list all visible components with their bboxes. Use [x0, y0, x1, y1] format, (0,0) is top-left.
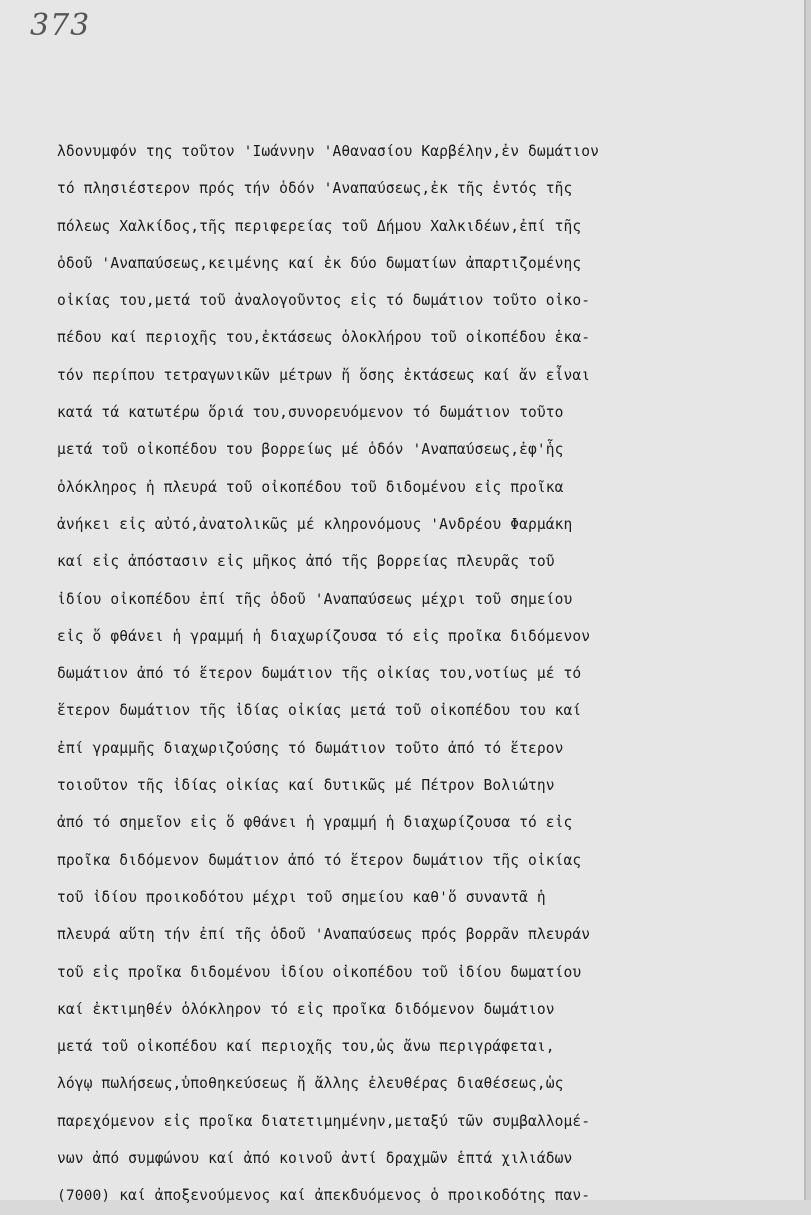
text-line: μετά τοῦ οἰκοπέδου του βορρείως μέ ὁδόν 'Αναπαύσεως,ἐφ'ἧς: [57, 441, 564, 459]
text-line: λδονυμφόν της τοῦτον 'Ιωάννην 'Αθανασίου Καρβέλην,ἐν δωμάτιον: [57, 143, 600, 160]
text-line: νων ἀπό συμφώνου καί ἀπό κοινοῦ ἀντί δραχμῶν ἑπτά χιλιάδων: [57, 1150, 573, 1168]
text-line: οἰκίας του,μετά τοῦ ἀναλογοῦντος εἰς τό δωμάτιον τοῦτο οἰκο-: [57, 292, 591, 310]
page-edge: [806, 0, 811, 1200]
text-line: μετά τοῦ οἰκοπέδου καί περιοχῆς του,ὡς ἄνω περιγράφεται,: [57, 1038, 555, 1056]
text-line: καί εἰς ἀπόστασιν εἰς μῆκος ἀπό τῆς βορρείας πλευρᾶς τοῦ: [57, 553, 555, 571]
page-number: 373: [30, 8, 91, 43]
text-line: τοῦ ἰδίου προικοδότου μέχρι τοῦ σημείου καθ'ὅ συναντᾶ ἡ: [57, 888, 546, 906]
text-line: ἀπό τό σημεῖον εἰς ὅ φθάνει ἡ γραμμή ἡ διαχωρίζουσα τό εἰς: [57, 814, 573, 832]
text-line: πέδου καί περιοχῆς του,ἐκτάσεως ὁλοκλήρου τοῦ οἰκοπέδου ἑκα-: [57, 329, 591, 347]
text-line: πλευρά αὕτη τήν ἐπί τῆς ὁδοῦ 'Αναπαύσεως πρός βορρᾶν πλευράν: [57, 926, 591, 944]
text-line: (7000) καί ἀποξενούμενος καί ἀπεκδυόμενος ὁ προικοδότης παν-: [57, 1187, 591, 1205]
text-line: τοῦ εἰς προῖκα διδομένου ἰδίου οἰκοπέδου τοῦ ἰδίου δωματίου: [57, 963, 582, 981]
text-line: προῖκα διδόμενον δωμάτιον ἀπό τό ἕτερον δωμάτιον τῆς οἰκίας: [57, 851, 582, 869]
text-line: ὁλόκληρος ἡ πλευρά τοῦ οἰκοπέδου τοῦ διδομένου εἰς προῖκα: [57, 478, 564, 496]
text-line: ὁδοῦ 'Αναπαύσεως,κειμένης καί ἐκ δύο δωματίων ἀπαρτιζομένης: [57, 254, 582, 272]
text-line: δωμάτιον ἀπό τό ἕτερον δωμάτιον τῆς οἰκίας του,νοτίως μέ τό: [57, 665, 582, 683]
text-line: λόγῳ πωλήσεως,ὑποθηκεύσεως ἤ ἄλλης ἐλευθέρας διαθέσεως,ὡς: [57, 1075, 564, 1093]
text-line: πόλεως Χαλκίδος,τῆς περιφερείας τοῦ Δήμου Χαλκιδέων,ἐπί τῆς: [57, 217, 582, 235]
text-line: ἰδίου οἰκοπέδου ἐπί τῆς ὁδοῦ 'Αναπαύσεως μέχρι τοῦ σημείου: [57, 590, 573, 608]
text-line: ἀνήκει εἰς αὐτό,ἀνατολικῶς μέ κληρονόμους 'Ανδρέου Φαρμάκη: [57, 515, 573, 533]
text-line: καί ἐκτιμηθέν ὁλόκληρον τό εἰς προῖκα διδόμενον δωμάτιον: [57, 1000, 555, 1018]
text-line: τό πλησιέστερον πρός τήν ὁδόν 'Αναπαύσεως,ἐκ τῆς ἐντός τῆς: [57, 180, 573, 198]
text-line: εἰς ὅ φθάνει ἡ γραμμή ἡ διαχωρίζουσα τό εἰς προῖκα διδόμενον: [57, 627, 591, 645]
text-line: κατά τά κατωτέρω ὅριά του,συνορευόμενον τό δωμάτιον τοῦτο: [57, 404, 564, 422]
text-line: ἕτερον δωμάτιον τῆς ἰδίας οἰκίας μετά τοῦ οἰκοπέδου του καί: [57, 702, 582, 720]
text-line: ἐπί γραμμῆς διαχωριζούσης τό δωμάτιον τοῦτο ἀπό τό ἕτερον: [57, 739, 564, 757]
text-line: τοιοῦτον τῆς ἰδίας οἰκίας καί δυτικῶς μέ Πέτρον Βολιώτην: [57, 777, 555, 795]
text-line: παρεχόμενον εἰς προῖκα διατετιμημένην,μεταξύ τῶν συμβαλλομέ-: [57, 1112, 591, 1130]
text-line: τόν περίπου τετραγωνικῶν μέτρων ἤ ὅσης ἐκτάσεως καί ἄν εἶναι: [57, 366, 591, 384]
typed-text-block: [57, 133, 697, 1215]
